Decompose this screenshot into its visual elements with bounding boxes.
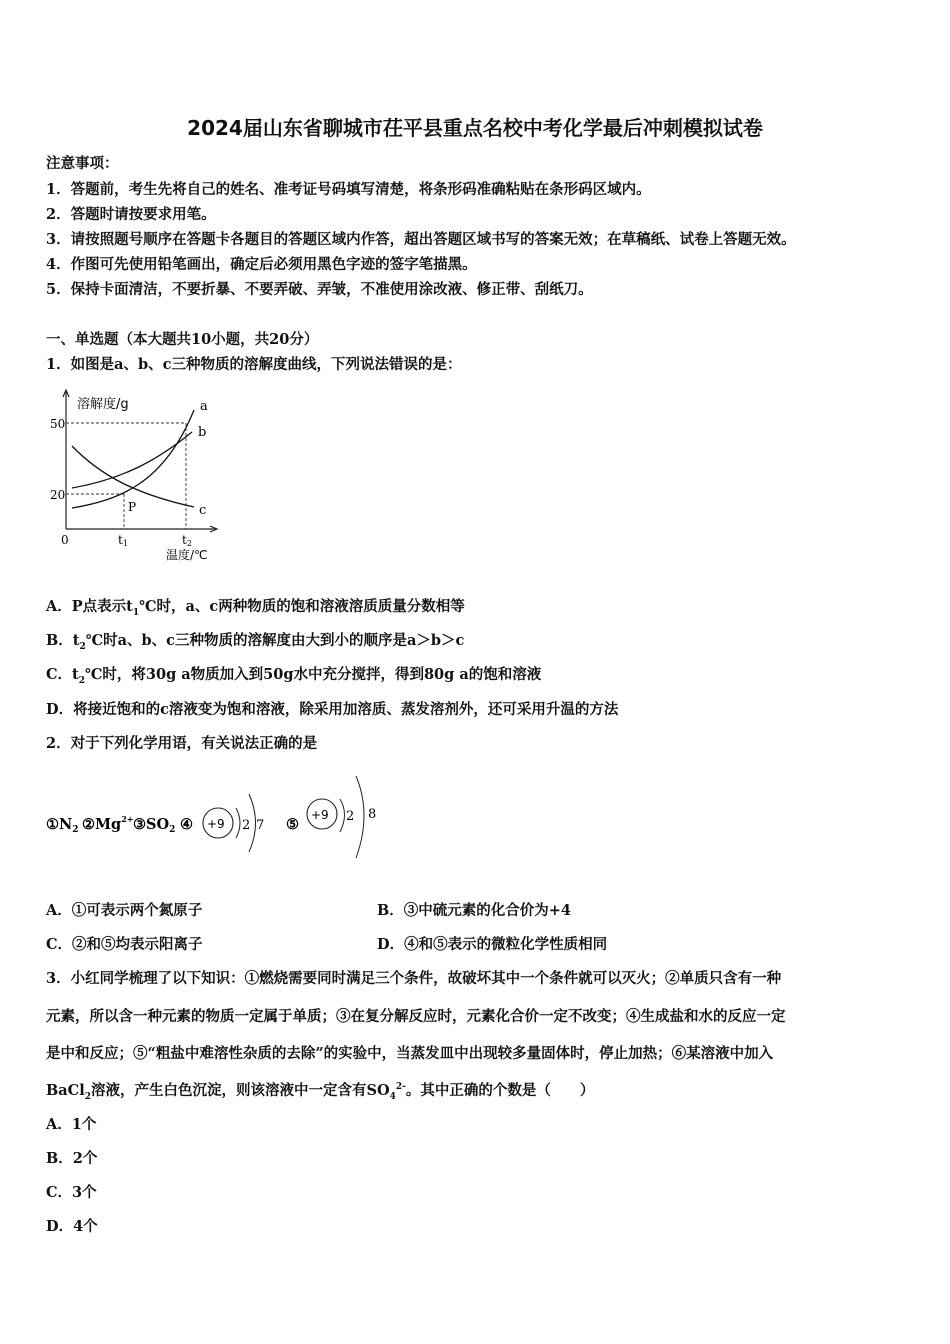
- atom5-shell2: 8: [368, 807, 377, 822]
- atom5-shell1: 2: [346, 809, 355, 824]
- q3-line-4: BaCl$_2$溶液，产生白色沉淀，则该溶液中一定含有$SO_4^{2-}$。其中正确的个数是（ ）: [46, 1082, 595, 1102]
- curve-a-label: a: [200, 399, 208, 414]
- q3-option-c: C．3个: [46, 1184, 97, 1201]
- symbol-5: ⑤: [286, 816, 299, 833]
- curve-c: [72, 446, 194, 507]
- q3-line-3: 是中和反应；⑤“粗盐中难溶性杂质的去除”的实验中，当蒸发皿中出现较多量固体时，停止加热；⑥某溶液中加入: [46, 1045, 774, 1062]
- q3-option-d: D．4个: [46, 1218, 98, 1235]
- q1-option-c: C．$t_2℃$时，将30g a物质加入到50g水中充分搅拌，得到80g a的饱和溶液: [46, 666, 542, 686]
- notice-item-4: 4．作图可先使用铅笔画出，确定后必须用黑色字迹的签字笔描黑。: [46, 256, 477, 273]
- atom4-shell1: 2: [242, 818, 251, 833]
- q1-option-d: D．将接近饱和的c溶液变为饱和溶液，除采用加溶质、蒸发溶剂外，还可采用升温的方法: [46, 701, 619, 718]
- q1-option-a: A．P点表示$t_1℃$时，a、c两种物质的饱和溶液溶质质量分数相等: [46, 598, 465, 618]
- section-heading: 一、单选题（本大题共10小题，共20分）: [46, 331, 319, 348]
- atom5-nucleus: +9: [311, 808, 329, 822]
- point-p-label: P: [128, 500, 137, 514]
- origin-label: 0: [61, 533, 69, 547]
- q3-option-b: B．2个: [46, 1150, 98, 1167]
- x-axis-label: 温度/℃: [166, 548, 208, 562]
- q3-option-a: A．1个: [46, 1116, 97, 1133]
- atom5-shell2-arc: [356, 776, 364, 858]
- atom4-shell2: 7: [256, 818, 265, 833]
- q3-line-1: 3．小红同学梳理了以下知识：①燃烧需要同时满足三个条件，故破坏其中一个条件就可以灭火；②单质只含有一种: [46, 970, 782, 987]
- q2-option-c: C．②和⑤均表示阳离子: [46, 936, 203, 953]
- q3-line-2: 元素，所以含一种元素的物质一定属于单质；③在复分解反应时，元素化合价一定不改变；④生成盐和水的反应一定: [46, 1008, 786, 1025]
- y-axis-label: 溶解度/g: [77, 397, 129, 412]
- notice-item-2: 2．答题时请按要求用笔。: [46, 206, 216, 223]
- q2-stem: 2．对于下列化学用语，有关说法正确的是: [46, 735, 318, 752]
- curve-a: [72, 410, 194, 508]
- notice-item-3: 3．请按照题号顺序在答题卡各题目的答题区域内作答，超出答题区域书写的答案无效；在草稿纸、试卷上答题无效。: [46, 231, 796, 248]
- notice-item-1: 1．答题前，考生先将自己的姓名、准考证号码填写清楚，将条形码准确粘贴在条形码区域内。: [46, 181, 651, 198]
- t2-label: t2: [182, 533, 192, 548]
- atom4-shell1-arc: [236, 808, 240, 838]
- symbol-n2: $①N_2$: [46, 816, 79, 835]
- curve-b-label: b: [198, 425, 207, 440]
- t1-label: t1: [118, 533, 128, 548]
- y-tick-20: 20: [50, 488, 66, 502]
- curve-c-label: c: [199, 503, 207, 518]
- atom4-nucleus: +9: [207, 817, 225, 831]
- y-tick-50: 50: [50, 417, 66, 431]
- atom-diagram-4: [203, 794, 264, 852]
- q2-option-d: D．④和⑤表示的微粒化学性质相同: [377, 936, 608, 953]
- notice-heading: 注意事项：: [46, 155, 119, 172]
- symbol-mg: $②Mg^{2+}$: [82, 814, 134, 833]
- q2-symbols: [46, 772, 406, 872]
- q2-option-b: B．③中硫元素的化合价为+4: [377, 902, 571, 919]
- atom-diagram-5: [307, 776, 376, 858]
- solubility-graph: [44, 384, 219, 564]
- curve-b: [72, 432, 192, 488]
- q1-stem: 1．如图是a、b、c三种物质的溶解度曲线，下列说法错误的是：: [46, 356, 462, 373]
- symbol-4: ④: [180, 816, 193, 833]
- notice-item-5: 5．保持卡面清洁，不要折暴、不要弄破、弄皱，不准使用涂改液、修正带、刮纸刀。: [46, 281, 593, 298]
- q2-option-a: A．①可表示两个氮原子: [46, 902, 203, 919]
- symbol-so2: $③SO_2$: [133, 816, 176, 835]
- q1-option-b: B．$t_2℃$时a、b、c三种物质的溶解度由大到小的顺序是a＞b＞c: [46, 632, 465, 652]
- page-title: 2024届山东省聊城市茌平县重点名校中考化学最后冲刺模拟试卷: [187, 116, 763, 140]
- atom5-shell1-arc: [340, 799, 345, 832]
